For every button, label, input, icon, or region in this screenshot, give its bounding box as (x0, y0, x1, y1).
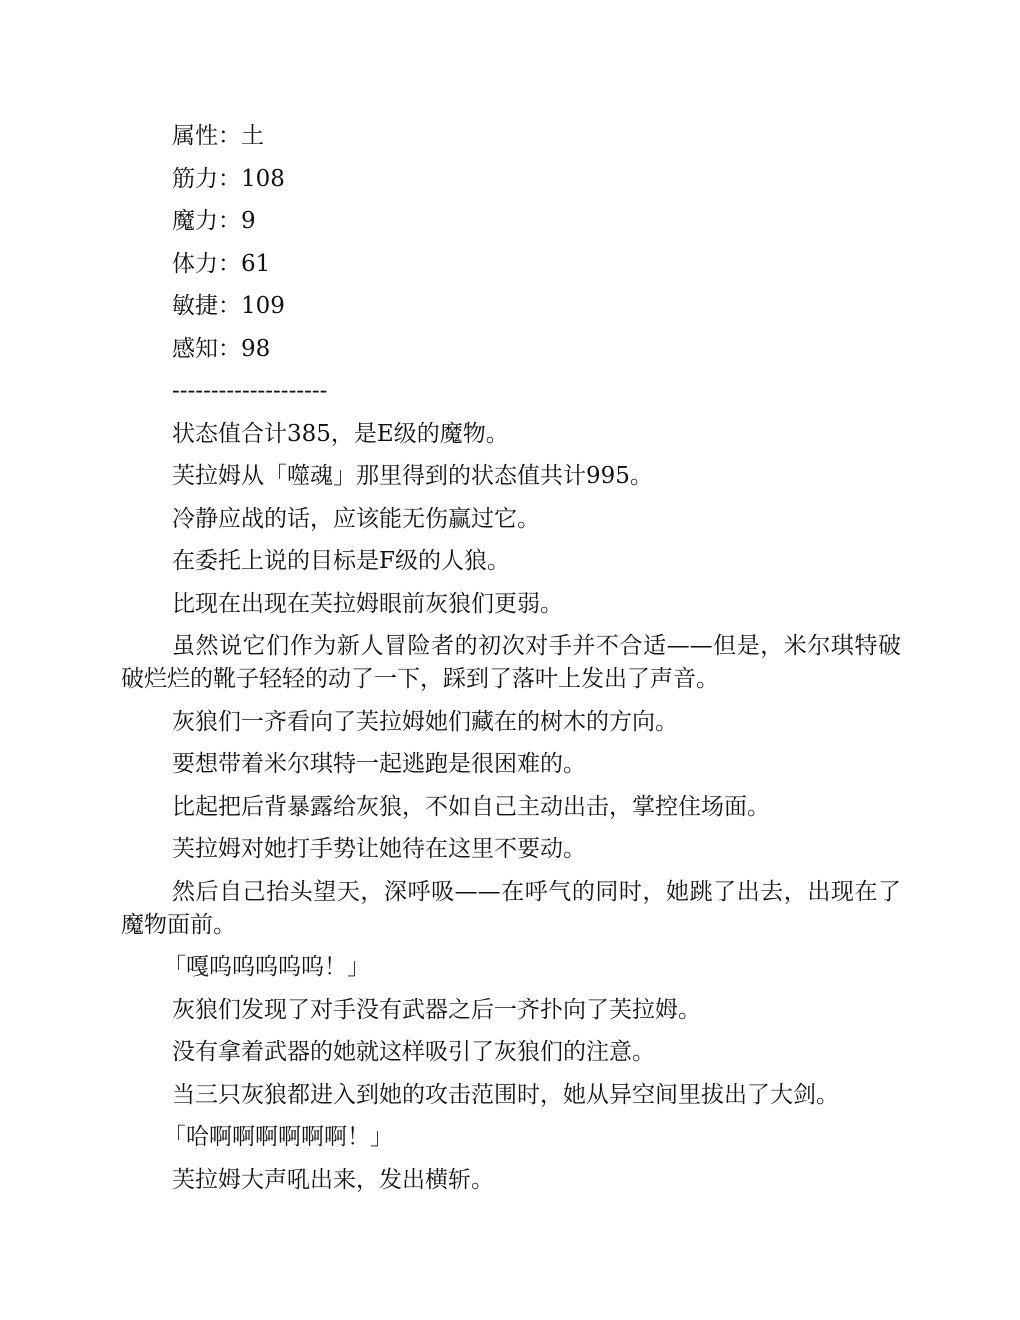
paragraph: 冷静应战的话，应该能无伤赢过它。 (172, 505, 540, 532)
paragraph: 灰狼们发现了对手没有武器之后一齐扑向了芙拉姆。 (172, 996, 701, 1023)
stat-value: 土 (241, 123, 264, 149)
stat-value: 9 (241, 208, 256, 234)
paragraph: 灰狼们一齐看向了芙拉姆她们藏在的树木的方向。 (172, 708, 678, 735)
stat-label: 属性： (172, 123, 241, 149)
stat-label: 体力： (172, 250, 241, 277)
dialogue-line: 「哈啊啊啊啊啊啊！」 (163, 1124, 393, 1150)
paragraph: 芙拉姆从「噬魂」那里得到的状态值共计995。 (172, 463, 653, 489)
paragraph: 芙拉姆大声吼出来，发出横斩。 (172, 1166, 494, 1193)
stat-line-stamina (121, 248, 901, 281)
dialogue-line: 「嘎呜呜呜呜呜！」 (163, 954, 370, 980)
paragraph: 没有拿着武器的她就这样吸引了灰狼们的注意。 (172, 1039, 655, 1065)
paragraph: 比起把后背暴露给灰狼，不如自己主动出击，掌控住场面。 (172, 793, 770, 820)
stat-line-strength (121, 163, 901, 196)
paragraph: 状态值合计385，是E级的魔物。 (172, 420, 509, 447)
stat-label: 筋力： (172, 165, 241, 192)
paragraph: 虽然说它们作为新人冒险者的初次对手并不合适——但是，米尔琪特破破烂烂的靴子轻轻的动了一下，踩到了落叶上发出了声音。 (121, 633, 901, 692)
stat-label: 魔力： (172, 208, 241, 234)
stat-value: 61 (241, 250, 271, 277)
stat-label: 感知： (172, 335, 241, 362)
stat-line-magic (121, 205, 901, 238)
paragraph: 当三只灰狼都进入到她的攻击范围时，她从异空间里拔出了大剑。 (172, 1081, 839, 1108)
paragraph: 要想带着米尔琪特一起逃跑是很困难的。 (172, 751, 586, 777)
paragraph: 在委托上说的目标是F级的人狼。 (172, 548, 510, 574)
stat-label: 敏捷： (172, 293, 241, 319)
paragraph: 芙拉姆对她打手势让她待在这里不要动。 (172, 836, 586, 862)
stat-value: 108 (241, 165, 285, 192)
stat-value: 109 (241, 293, 285, 319)
stat-line-agility (121, 290, 901, 323)
stat-line-perception (121, 333, 901, 366)
paragraph: 然后自己抬头望天，深呼吸——在呼气的同时，她跳了出去，出现在了魔物面前。 (121, 878, 901, 938)
document-page (121, 120, 901, 1206)
stat-value: 98 (241, 335, 271, 362)
paragraph: 比现在出现在芙拉姆眼前灰狼们更弱。 (172, 590, 563, 617)
stat-line-attribute (121, 120, 901, 153)
divider-line: -------------------- (172, 378, 328, 404)
